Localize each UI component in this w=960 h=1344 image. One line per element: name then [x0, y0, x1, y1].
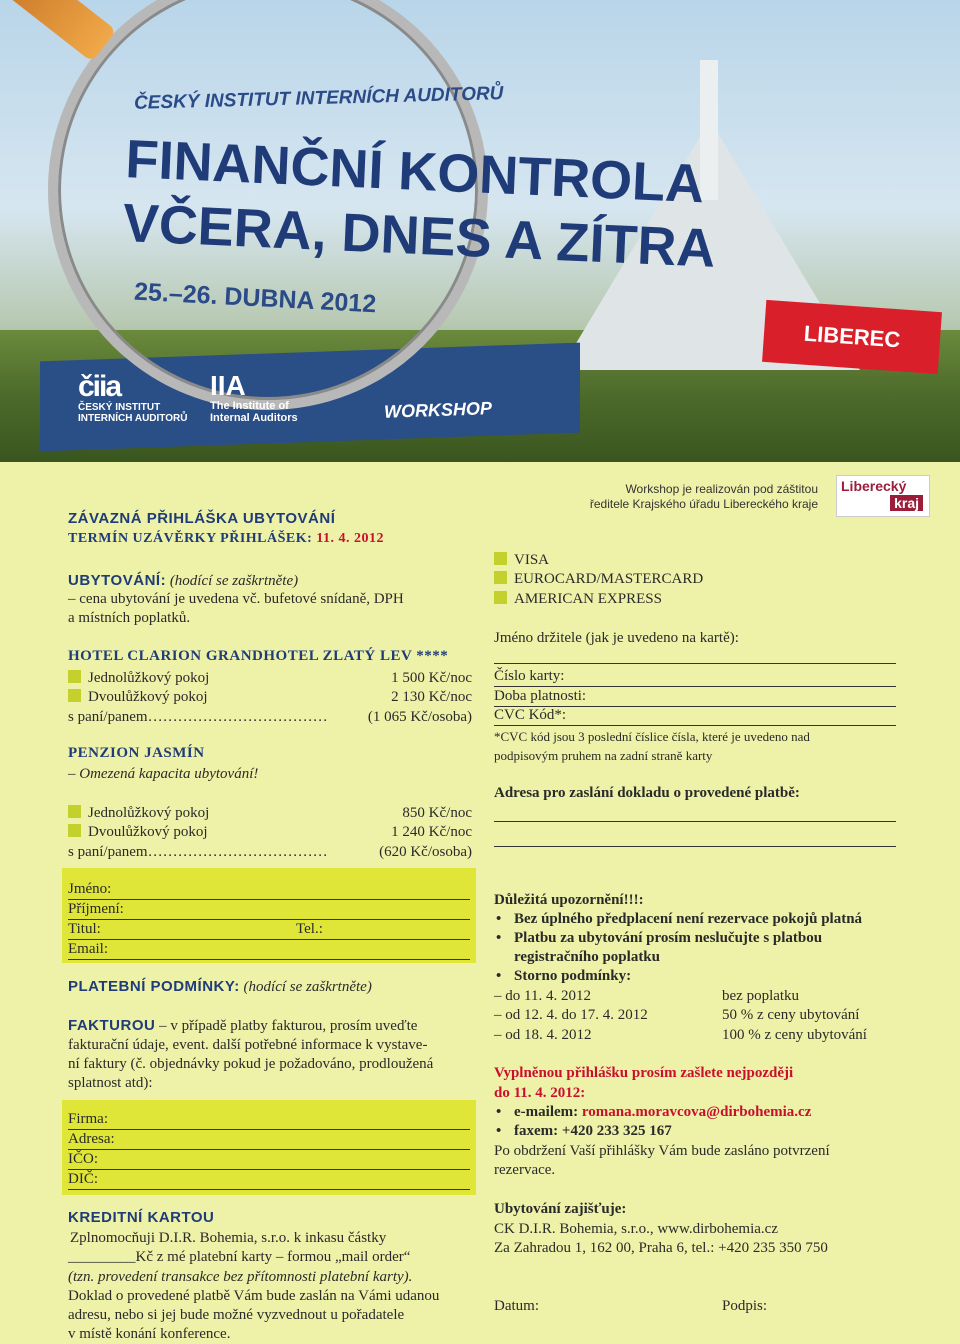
room-price: 850 Kč/noc	[402, 805, 472, 821]
checkbox-square-icon[interactable]	[494, 591, 507, 604]
field-label: Adresa:	[68, 1131, 115, 1147]
cvc-note	[494, 727, 810, 765]
hotel2-companion[interactable]	[68, 843, 472, 862]
send-fax	[494, 1122, 914, 1141]
checkbox-square-icon[interactable]	[68, 689, 81, 702]
company-info-form	[62, 1100, 476, 1195]
confirm-text2: rezervace.	[494, 1162, 556, 1178]
storno-period: – od 12. 4. do 17. 4. 2012	[494, 1007, 648, 1023]
send-methods	[494, 1103, 914, 1141]
card-option-amex[interactable]	[494, 590, 662, 609]
card-text6: v místě konání konference.	[68, 1326, 231, 1342]
iia-logo-mark: IIA	[210, 370, 246, 401]
payment-address-heading: Adresa pro zaslání dokladu o provedené platbě:	[494, 785, 800, 801]
card-cvc-field[interactable]	[494, 706, 896, 726]
provider-heading: Ubytování zajišťuje:	[494, 1201, 627, 1217]
hotel1-name: HOTEL CLARION GRANDHOTEL ZLATÝ LEV ****	[68, 648, 449, 664]
organizer-name: ČESKÝ INSTITUT INTERNÍCH AUDITORŮ	[133, 83, 504, 114]
header-banner	[0, 0, 960, 462]
date-label: Datum:	[494, 1298, 539, 1314]
important-item	[494, 929, 914, 967]
field-label: Firma:	[68, 1111, 108, 1127]
room-label: Jednolůžkový pokoj	[88, 670, 210, 686]
companion-price: (620 Kč/osoba)	[379, 844, 472, 860]
event-date: 25.–26. DUBNA 2012	[133, 277, 377, 319]
send-heading-line1: Vyplněnou přihlášku prosím zašlete nejpozději	[494, 1065, 794, 1081]
fax-number: +420 233 325 167	[561, 1123, 672, 1139]
accommodation-note1: – cena ubytování je uvedena vč. bufetové snídaně, DPH	[68, 591, 404, 607]
ciia-logo-mark: čiia	[78, 370, 121, 403]
event-title	[121, 127, 719, 281]
hotel2-room-double[interactable]	[68, 823, 472, 842]
kraj-logo-text2: kraj	[890, 495, 923, 511]
surname-field[interactable]	[68, 900, 470, 920]
room-label: Dvoulůžkový pokoj	[88, 824, 208, 840]
companion-label: s paní/panem………………………………	[68, 844, 328, 860]
storno-fee: 50 % z ceny ubytování	[722, 1007, 860, 1023]
checkbox-square-icon[interactable]	[494, 571, 507, 584]
card-text5: adresu, nebo si jej bude možné vyzvednout u pořadatele	[68, 1307, 405, 1323]
payment-label: PLATEBNÍ PODMÍNKY:	[68, 978, 240, 995]
field-label: Tel.:	[296, 921, 323, 937]
iia-logo-text2: Internal Auditors	[210, 412, 298, 424]
patronage-line2: ředitele Krajského úřadu Libereckého kraje	[589, 497, 818, 511]
card-text1: Zplnomocňuji D.I.R. Bohemia, s.r.o. k inkasu částky	[70, 1230, 387, 1246]
confirm-text1: Po obdržení Vaší přihlášky Vám bude zasláno potvrzení	[494, 1143, 830, 1159]
important-heading: Důležitá upozornění!!!:	[494, 892, 644, 908]
deadline-label: TERMÍN UZÁVĚRKY PŘIHLÁŠEK:	[68, 531, 313, 546]
hotel2-note: – Omezená kapacita ubytování!	[68, 766, 259, 782]
card-number-field[interactable]	[494, 667, 896, 687]
card-option-visa[interactable]	[494, 551, 549, 570]
storno-period: – od 18. 4. 2012	[494, 1027, 592, 1043]
card-option-label: VISA	[514, 552, 550, 568]
checkbox-square-icon[interactable]	[68, 805, 81, 818]
accommodation-note2: a místních poplatků.	[68, 610, 191, 626]
storno-row	[494, 987, 874, 1006]
important-list	[494, 910, 914, 986]
invoice-line3: ní faktury (č. objednávky pokud je požadováno, prodloužená	[68, 1056, 434, 1072]
email-field[interactable]	[68, 940, 470, 960]
hotel2-room-single[interactable]	[68, 804, 472, 823]
important-item-text: Storno podmínky:	[514, 968, 632, 984]
companion-price: (1 065 Kč/osoba)	[367, 709, 472, 725]
field-label: IČO:	[68, 1151, 98, 1167]
storno-period: – do 11. 4. 2012	[494, 988, 591, 1004]
card-option-label: EUROCARD/MASTERCARD	[514, 571, 704, 587]
storno-fee: bez poplatku	[722, 988, 800, 1004]
deadline-line	[68, 531, 384, 547]
form-heading: ZÁVAZNÁ PŘIHLÁŠKA UBYTOVÁNÍ	[68, 510, 336, 527]
room-label: Dvoulůžkový pokoj	[88, 689, 208, 705]
card-heading: KREDITNÍ KARTOU	[68, 1209, 215, 1226]
provider-line2: Za Zahradou 1, 162 00, Praha 6, tel.: +420 235 350 750	[494, 1240, 828, 1256]
field-label: Titul:	[68, 921, 101, 937]
important-item	[494, 910, 914, 929]
important-item-text: Platbu za ubytování prosím neslučujte s platbou	[514, 930, 823, 946]
fax-label: faxem:	[514, 1123, 559, 1139]
field-label: Doba platnosti:	[494, 688, 587, 704]
room-label: Jednolůžkový pokoj	[88, 805, 210, 821]
invoice-line1	[68, 1016, 417, 1036]
signature-label: Podpis:	[722, 1298, 768, 1314]
email-label: e-mailem:	[514, 1104, 579, 1120]
field-label: Číslo karty:	[494, 668, 565, 684]
important-item-text-cont: registračního poplatku	[514, 949, 660, 965]
kraj-logo-text1: Liberecký	[841, 478, 907, 494]
room-price: 1 240 Kč/noc	[391, 824, 472, 840]
checkbox-square-icon[interactable]	[68, 670, 81, 683]
payment-address-line2[interactable]	[494, 846, 896, 847]
accommodation-label: UBYTOVÁNÍ:	[68, 572, 167, 589]
field-label: Jméno:	[68, 881, 112, 897]
ico-field[interactable]	[68, 1150, 470, 1170]
field-label: Email:	[68, 941, 108, 957]
iia-logo-text1: The Institute of	[210, 400, 289, 412]
provider-line1: CK D.I.R. Bohemia, s.r.o., www.dirbohemia.cz	[494, 1221, 778, 1237]
event-title-line1: FINANČNÍ KONTROLA	[124, 129, 706, 215]
iia-logo	[210, 372, 298, 424]
storno-row	[494, 1006, 874, 1025]
card-validity-field[interactable]	[494, 687, 896, 707]
cvc-note-line2: podpisovým pruhem na zadní straně karty	[494, 748, 713, 763]
checkbox-square-icon[interactable]	[68, 824, 81, 837]
city-badge: LIBEREC	[762, 300, 942, 374]
personal-info-form	[62, 868, 476, 963]
magnifier-handle	[0, 0, 116, 62]
companion-label: s paní/panem………………………………	[68, 709, 328, 725]
cvc-note-line1: *CVC kód jsou 3 poslední číslice čísla, které je uvedeno nad	[494, 729, 810, 744]
important-item	[494, 967, 914, 986]
hotel1-room-single[interactable]	[68, 669, 472, 688]
storno-row	[494, 1026, 874, 1045]
liberecky-kraj-logo	[836, 475, 930, 517]
important-item-text: Bez úplného předplacení není rezervace pokojů platná	[514, 911, 863, 927]
checkbox-square-icon[interactable]	[494, 552, 507, 565]
card-option-label: AMERICAN EXPRESS	[514, 591, 662, 607]
card-text4: Doklad o provedené platbě Vám bude zaslán na Vámi udanou	[68, 1288, 440, 1304]
card-text2: _________Kč z mé platební karty – formou „mail order“	[68, 1249, 411, 1265]
dic-field[interactable]	[68, 1170, 470, 1190]
send-heading-line2: do 11. 4. 2012:	[494, 1085, 586, 1101]
field-label: Příjmení:	[68, 901, 124, 917]
card-holder-label: Jméno držitele (jak je uvedeno na kartě):	[494, 630, 739, 646]
ciia-logo	[78, 372, 187, 424]
payment-heading	[68, 977, 372, 997]
field-label: CVC Kód*:	[494, 707, 567, 723]
invoice-line2: fakturační údaje, event. další potřebné informace k vystave-	[68, 1037, 428, 1053]
invoice-label: FAKTUROU	[68, 1017, 156, 1034]
hotel2-name: PENZION JASMÍN	[68, 745, 205, 761]
address-field[interactable]	[68, 1130, 470, 1150]
patronage-line1: Workshop je realizován pod záštitou	[625, 482, 818, 496]
payment-address-line1[interactable]	[494, 821, 896, 822]
name-field[interactable]	[68, 880, 470, 900]
title-tel-field[interactable]	[68, 920, 470, 940]
ciia-logo-text2: INTERNÍCH AUDITORŮ	[78, 413, 188, 424]
workshop-label: WORKSHOP	[383, 398, 493, 422]
invoice-line4: splatnost atd):	[68, 1075, 153, 1091]
hotel1-companion[interactable]	[68, 708, 472, 727]
accommodation-heading	[68, 571, 298, 591]
hotel1-room-double[interactable]	[68, 688, 472, 707]
room-price: 1 500 Kč/noc	[391, 670, 472, 686]
firm-field[interactable]	[68, 1110, 470, 1130]
invoice-text: – v případě platby fakturou, prosím uveďte	[159, 1018, 418, 1034]
payment-hint: (hodící se zaškrtněte)	[243, 979, 372, 995]
event-title-line2: VČERA, DNES A ZÍTRA	[121, 193, 717, 279]
card-text3: (tzn. provedení transakce bez přítomnosti platební karty).	[68, 1269, 413, 1285]
accommodation-hint: (hodící se zaškrtněte)	[169, 573, 299, 589]
field-label: DIČ:	[68, 1171, 98, 1187]
card-holder-line[interactable]	[494, 663, 896, 664]
storno-fee: 100 % z ceny ubytování	[722, 1027, 867, 1043]
email-link[interactable]: romana.moravcova@dirbohemia.cz	[581, 1104, 812, 1120]
send-email	[494, 1103, 914, 1122]
deadline-value: 11. 4. 2012	[316, 531, 385, 546]
ciia-logo-text1: ČESKÝ INSTITUT	[78, 402, 161, 413]
patronage-note	[560, 482, 818, 512]
room-price: 2 130 Kč/noc	[391, 689, 472, 705]
card-option-mastercard[interactable]	[494, 570, 703, 589]
